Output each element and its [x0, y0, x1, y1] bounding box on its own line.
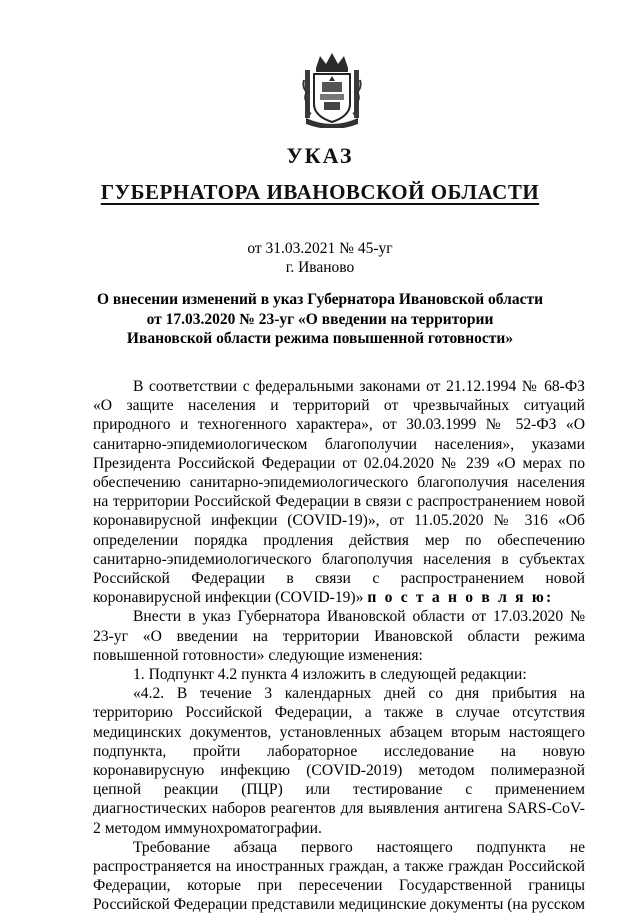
- issuer-heading: ГУБЕРНАТОРА ИВАНОВСКОЙ ОБЛАСТИ: [100, 180, 540, 204]
- decree-word: п о с т а н о в л я ю:: [367, 589, 554, 607]
- subject-heading: [90, 290, 550, 349]
- subject-line-2: от 17.03.2020 № 23-уг «О введении на территории: [146, 310, 494, 328]
- document-title: УКАЗ: [286, 143, 354, 168]
- quoted-paragraph: «4.2. В течение 3 календарных дней со дня прибытия на территорию Российской Федерации, а также в случае отсутствия медицинских документов, установленных абзацем вторым настоящего подпункта, пройти лабораторное исследование на новую коронавирусную инфекцию (COVID-2019) методом полимеразной цепной реакции (ПЦР) или тестирование с применением диагностических наборов реагентов для выявления антигена SARS-CoV-2 методом иммунохроматографии.: [93, 685, 585, 837]
- date-block: [0, 239, 640, 277]
- document-subtitle: [0, 180, 640, 205]
- preamble-text: В соответствии с федеральными законами от 21.12.1994 № 68-ФЗ «О защите населения и территорий от чрезвычайных ситуаций природного и техногенного характера», от 30.03.1999 № 52-ФЗ «О санитарно-эпидемиологическом благополучии населения», указами Президента Российской Федерации от 02.04.2020 № 239 «О мерах по обеспечению санитарно-эпидемиологического благополучия населения на территории Российской Федерации в связи с распространением новой коронавирусной инфекции (COVID-19)», от 11.05.2020 № 316 «Об определении порядка продления действия мер по обеспечению санитарно-эпидемиологического благополучия населения в субъектах Российской Федерации в связи с распространением новой коронавирусной инфекции (COVID-19)»: [93, 378, 585, 607]
- intro-paragraph: Внести в указ Губернатора Ивановской области от 17.03.2020 № 23-уг «О введении на территории Ивановской области режима повышенной готовности» следующие изменения:: [93, 608, 585, 664]
- date-line: от 31.03.2021 № 45-уг: [247, 240, 393, 257]
- item-1-paragraph: 1. Подпункт 4.2 пункта 4 изложить в следующей редакции:: [133, 666, 527, 684]
- preamble-paragraph: [93, 377, 585, 607]
- city-line: г. Иваново: [285, 259, 355, 276]
- ivanovo-coat-of-arms-icon: [302, 50, 362, 128]
- subject-line-1: О внесении изменений в указ Губернатора Ивановской области: [96, 291, 544, 308]
- document-body: [93, 377, 585, 915]
- requirement-paragraph: Требование абзаца первого настоящего подпункта не распространяется на иностранных граждан, а также граждан Российской Федерации, которые при пересечении Государственной границы Российской Федерации представили медицинские документы (на русском: [93, 838, 585, 914]
- subject-line-3: Ивановской области режима повышенной готовности»: [126, 330, 514, 347]
